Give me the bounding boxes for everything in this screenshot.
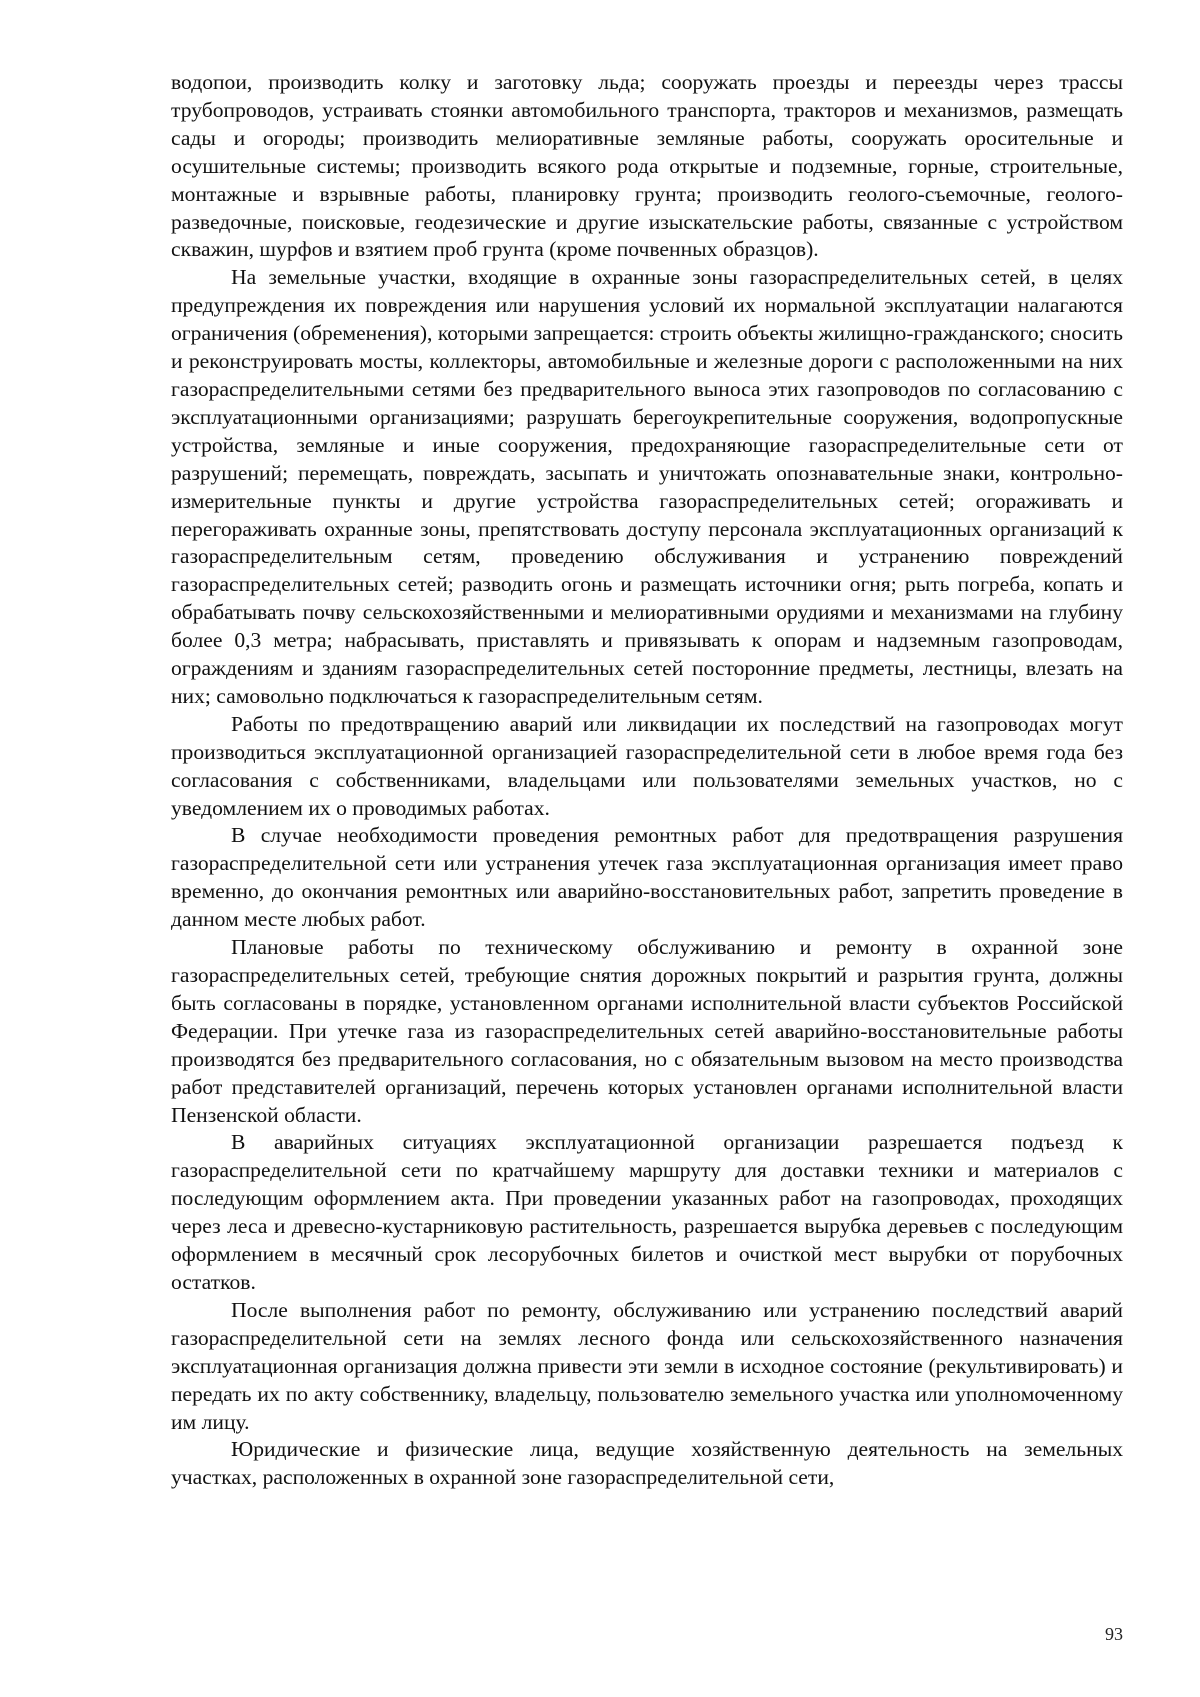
paragraph-3: Работы по предотвращению аварий или ликвидации их последствий на газопроводах могут производиться эксплуатационной организацией газораспределительной сети в любое время года без согласования с собственниками, владельцами или пользователями земельных участков, но с уведомлением их о проводимых работах. bbox=[171, 711, 1123, 820]
document-body bbox=[171, 69, 1123, 1492]
paragraph-4: В случае необходимости проведения ремонтных работ для предотвращения разрушения газораспределительной сети или устранения утечек газа эксплуатационная организация имеет право временно, до окончания ремонтных или аварийно-восстановительных работ, запретить проведение в данном месте любых работ. bbox=[171, 823, 1123, 932]
paragraph-2: На земельные участки, входящие в охранные зоны газораспределительных сетей, в целях предупреждения их повреждения или нарушения условий их нормальной эксплуатации налагаются ограничения (обременения), которыми запрещается: строить объекты жилищно-гражданского; сносить и реконструировать мосты, коллекторы, автомобильные и железные дороги с расположенными на них газораспределительными сетями без предварительного выноса этих газопроводов по согласованию с эксплуатационными организациями; разрушать берегоукрепительные сооружения, водопропускные устройства, земляные и иные сооружения, предохраняющие газораспределительные сети от разрушений; перемещать, повреждать, засыпать и уничтожать опознавательные знаки, контрольно-измерительные пункты и другие устройства газораспределительных сетей; огораживать и перегораживать охранные зоны, препятствовать доступу персонала эксплуатационных организаций к газораспределительным сетям, проведению обслуживания и устранению повреждений газораспределительных сетей; разводить огонь и размещать источники огня; рыть погреба, копать и обрабатывать почву сельскохозяйственными и мелиоративными орудиями и механизмами на глубину более 0,3 метра; набрасывать, приставлять и привязывать к опорам и надземным газопроводам, ограждениям и зданиям газораспределительных сетей посторонние предметы, лестницы, влезать на них; самовольно подключаться к газораспределительным сетям. bbox=[171, 265, 1123, 708]
page-number: 93 bbox=[1105, 1624, 1123, 1644]
paragraph-5: Плановые работы по техническому обслуживанию и ремонту в охранной зоне газораспределительных сетей, требующие снятия дорожных покрытий и разрытия грунта, должны быть согласованы в порядке, установленном органами исполнительной власти субъектов Российской Федерации. При утечке газа из газораспределительных сетей аварийно-восстановительные работы производятся без предварительного согласования, но с обязательным вызовом на место производства работ представителей организаций, перечень которых установлен органами исполнительной власти Пензенской области. bbox=[171, 935, 1123, 1127]
paragraph-8: Юридические и физические лица, ведущие хозяйственную деятельность на земельных участках, расположенных в охранной зоне газораспределительной сети, bbox=[171, 1437, 1123, 1490]
paragraph-7: После выполнения работ по ремонту, обслуживанию или устранению последствий аварий газораспределительной сети на землях лесного фонда или сельскохозяйственного назначения эксплуатационная организация должна привести эти земли в исходное состояние (рекультивировать) и передать их по акту собственнику, владельцу, пользователю земельного участка или уполномоченному им лицу. bbox=[171, 1297, 1123, 1434]
paragraph-1: водопои, производить колку и заготовку льда; сооружать проезды и переезды через трассы трубопроводов, устраивать стоянки автомобильного транспорта, тракторов и механизмов, размещать сады и огороды; производить мелиоративные земляные работы, сооружать оросительные и осушительные системы; производить всякого рода открытые и подземные, горные, строительные, монтажные и взрывные работы, планировку грунта; производить геолого-съемочные, геолого-разведочные, поисковые, геодезические и другие изыскательские работы, связанные с устройством скважин, шурфов и взятием проб грунта (кроме почвенных образцов). bbox=[171, 70, 1123, 262]
paragraph-6: В аварийных ситуациях эксплуатационной организации разрешается подъезд к газораспределительной сети по кратчайшему маршруту для доставки техники и материалов с последующим оформлением акта. При проведении указанных работ на газопроводах, проходящих через леса и древесно-кустарниковую растительность, разрешается вырубка деревьев с последующим оформлением в месячный срок лесорубочных билетов и очисткой мест вырубки от порубочных остатков. bbox=[171, 1130, 1123, 1294]
